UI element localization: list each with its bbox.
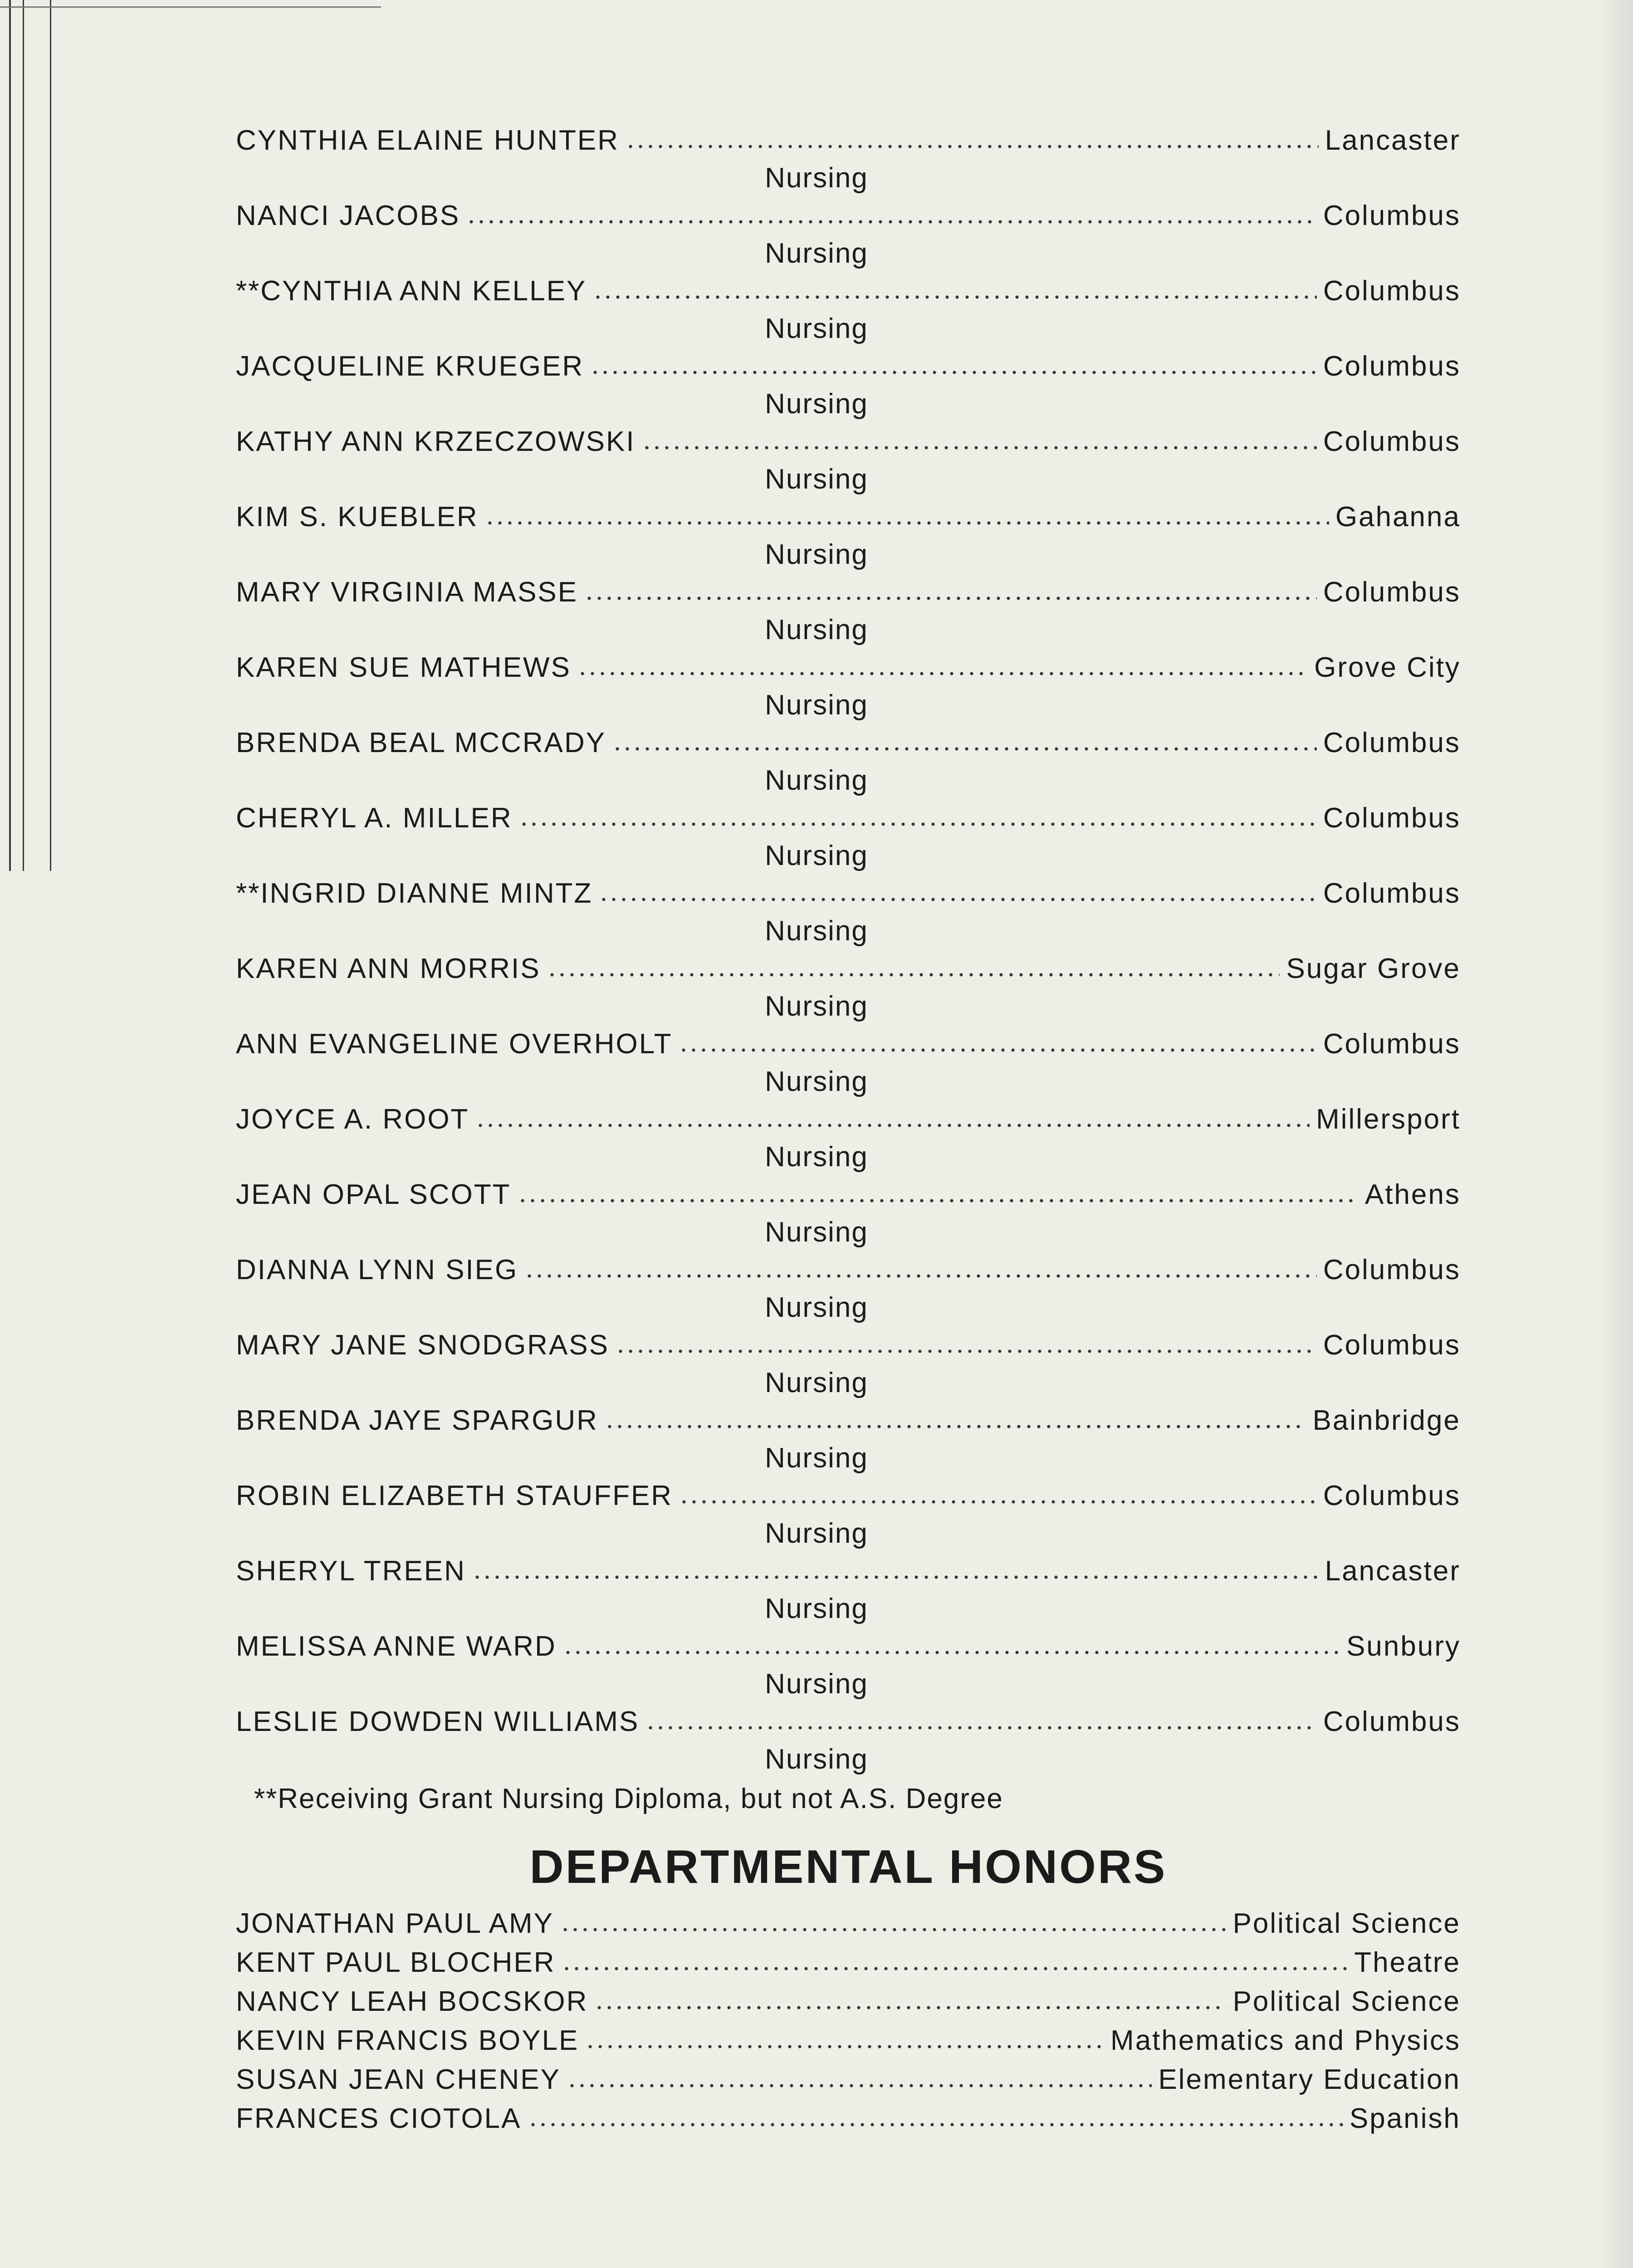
graduate-hometown: Lancaster bbox=[1325, 125, 1461, 156]
dot-leader bbox=[642, 423, 1317, 451]
graduate-program: Nursing bbox=[765, 238, 868, 269]
graduate-line bbox=[236, 875, 1461, 912]
dot-leader bbox=[577, 649, 1308, 677]
graduate-program: Nursing bbox=[765, 1217, 868, 1248]
graduate-hometown: Columbus bbox=[1323, 1480, 1461, 1511]
graduate-name: KAREN ANN MORRIS bbox=[236, 953, 541, 984]
graduate-line bbox=[236, 1477, 1461, 1514]
graduate-hometown: Athens bbox=[1364, 1179, 1461, 1210]
graduate-program: Nursing bbox=[765, 162, 868, 194]
graduate-name: ROBIN ELIZABETH STAUFFER bbox=[236, 1480, 673, 1511]
graduate-hometown: Columbus bbox=[1323, 878, 1461, 909]
graduate-hometown: Bainbridge bbox=[1312, 1405, 1461, 1436]
graduate-program: Nursing bbox=[765, 388, 868, 420]
page-edge-line bbox=[50, 0, 51, 871]
graduate-hometown: Sugar Grove bbox=[1286, 953, 1461, 984]
graduate-entry bbox=[236, 649, 1461, 724]
graduate-entry bbox=[236, 423, 1461, 498]
graduate-name: MARY JANE SNODGRASS bbox=[236, 1330, 610, 1361]
dot-leader bbox=[626, 122, 1319, 150]
graduate-name: NANCI JACOBS bbox=[236, 200, 460, 231]
graduate-hometown: Lancaster bbox=[1325, 1555, 1461, 1587]
footnote: **Receiving Grant Nursing Diploma, but not A.S. Degree bbox=[254, 1783, 1003, 1814]
dot-leader bbox=[524, 1251, 1317, 1279]
graduate-name: BRENDA BEAL MCCRADY bbox=[236, 727, 606, 758]
dot-leader bbox=[466, 197, 1317, 225]
graduate-line bbox=[236, 423, 1461, 460]
graduate-name: CHERYL A. MILLER bbox=[236, 802, 513, 834]
page-edge-line bbox=[23, 0, 24, 871]
graduate-hometown: Columbus bbox=[1323, 1706, 1461, 1737]
graduate-entry bbox=[236, 1552, 1461, 1628]
graduate-hometown: Grove City bbox=[1314, 652, 1461, 683]
honoree-name: KEVIN FRANCIS BOYLE bbox=[236, 2025, 579, 2056]
graduate-line bbox=[236, 1703, 1461, 1740]
graduate-name: LESLIE DOWDEN WILLIAMS bbox=[236, 1706, 640, 1737]
graduate-entry bbox=[236, 573, 1461, 649]
honors-entry bbox=[236, 1982, 1461, 2021]
graduate-name: CYNTHIA ELAINE HUNTER bbox=[236, 125, 620, 156]
graduate-program: Nursing bbox=[765, 614, 868, 645]
graduate-program: Nursing bbox=[765, 689, 868, 721]
graduate-entry bbox=[236, 1402, 1461, 1477]
graduate-hometown: Gahanna bbox=[1335, 501, 1461, 533]
dot-leader bbox=[616, 1326, 1317, 1354]
dot-leader bbox=[528, 2100, 1343, 2128]
graduate-entry bbox=[236, 1477, 1461, 1552]
graduate-hometown: Columbus bbox=[1323, 426, 1461, 457]
departmental-honors-list bbox=[236, 1904, 1461, 2138]
dot-leader bbox=[518, 1176, 1359, 1204]
graduate-entry bbox=[236, 875, 1461, 950]
graduate-hometown: Columbus bbox=[1323, 802, 1461, 834]
graduate-name: BRENDA JAYE SPARGUR bbox=[236, 1405, 598, 1436]
dot-leader bbox=[567, 2061, 1152, 2089]
dot-leader bbox=[472, 1552, 1319, 1580]
honors-field: Elementary Education bbox=[1158, 2064, 1461, 2095]
graduate-line bbox=[236, 799, 1461, 836]
graduate-line bbox=[236, 950, 1461, 987]
graduate-entry bbox=[236, 1025, 1461, 1100]
graduate-line bbox=[236, 573, 1461, 611]
dot-leader bbox=[519, 799, 1317, 827]
graduate-entry bbox=[236, 272, 1461, 347]
page-edge-line bbox=[9, 0, 11, 871]
honoree-name: KENT PAUL BLOCHER bbox=[236, 1947, 556, 1978]
graduate-program: Nursing bbox=[765, 1292, 868, 1323]
honors-field: Theatre bbox=[1354, 1947, 1461, 1978]
graduate-name: MARY VIRGINIA MASSE bbox=[236, 577, 578, 608]
dot-leader bbox=[590, 347, 1317, 376]
graduate-hometown: Columbus bbox=[1323, 275, 1461, 307]
graduate-program: Nursing bbox=[765, 1668, 868, 1700]
dot-leader bbox=[612, 724, 1317, 752]
dot-leader bbox=[584, 573, 1317, 601]
graduate-program: Nursing bbox=[765, 539, 868, 570]
page-top-edge bbox=[0, 6, 381, 8]
graduate-line bbox=[236, 1100, 1461, 1138]
honors-entry bbox=[236, 2099, 1461, 2138]
dot-leader bbox=[563, 1628, 1340, 1656]
graduate-name: DIANNA LYNN SIEG bbox=[236, 1254, 518, 1286]
graduate-entry bbox=[236, 1176, 1461, 1251]
departmental-honors-heading: DEPARTMENTAL HONORS bbox=[529, 1841, 1167, 1893]
graduate-program: Nursing bbox=[765, 1367, 868, 1398]
graduate-name: KATHY ANN KRZECZOWSKI bbox=[236, 426, 636, 457]
graduate-line bbox=[236, 197, 1461, 234]
honors-entry bbox=[236, 1943, 1461, 1982]
dot-leader bbox=[485, 498, 1329, 526]
graduate-name: ANN EVANGELINE OVERHOLT bbox=[236, 1028, 673, 1060]
honors-field: Mathematics and Physics bbox=[1110, 2025, 1461, 2056]
graduate-program: Nursing bbox=[765, 313, 868, 344]
graduate-line bbox=[236, 122, 1461, 159]
graduate-entry bbox=[236, 1703, 1461, 1778]
graduate-entry bbox=[236, 197, 1461, 272]
graduate-line bbox=[236, 1628, 1461, 1665]
graduate-name: JACQUELINE KRUEGER bbox=[236, 351, 584, 382]
graduate-line bbox=[236, 1326, 1461, 1364]
dot-leader bbox=[594, 1983, 1226, 2011]
graduate-entry bbox=[236, 498, 1461, 573]
graduate-hometown: Millersport bbox=[1316, 1104, 1461, 1135]
graduate-line bbox=[236, 1402, 1461, 1439]
graduate-line bbox=[236, 1176, 1461, 1213]
honoree-name: NANCY LEAH BOCSKOR bbox=[236, 1986, 588, 2017]
graduate-entry bbox=[236, 950, 1461, 1025]
honoree-name: JONATHAN PAUL AMY bbox=[236, 1908, 554, 1939]
dot-leader bbox=[547, 950, 1280, 978]
dot-leader bbox=[585, 2022, 1104, 2050]
graduate-name: MELISSA ANNE WARD bbox=[236, 1631, 557, 1662]
graduate-hometown: Sunbury bbox=[1346, 1631, 1461, 1662]
dot-leader bbox=[593, 272, 1317, 300]
graduate-name: **INGRID DIANNE MINTZ bbox=[236, 878, 593, 909]
graduate-name: KIM S. KUEBLER bbox=[236, 501, 479, 533]
dot-leader bbox=[475, 1100, 1310, 1129]
graduate-entry bbox=[236, 122, 1461, 197]
graduate-program: Nursing bbox=[765, 1518, 868, 1549]
honoree-name: SUSAN JEAN CHENEY bbox=[236, 2064, 561, 2095]
graduate-hometown: Columbus bbox=[1323, 351, 1461, 382]
graduate-line bbox=[236, 347, 1461, 385]
graduate-program: Nursing bbox=[765, 464, 868, 495]
graduate-line bbox=[236, 1251, 1461, 1288]
graduate-entry bbox=[236, 724, 1461, 799]
graduate-line bbox=[236, 1025, 1461, 1062]
graduate-hometown: Columbus bbox=[1323, 1330, 1461, 1361]
honors-field: Political Science bbox=[1232, 1986, 1461, 2017]
graduate-line bbox=[236, 1552, 1461, 1589]
nursing-graduate-list bbox=[236, 122, 1461, 1778]
graduate-hometown: Columbus bbox=[1323, 727, 1461, 758]
graduate-entry bbox=[236, 1251, 1461, 1326]
graduate-entry bbox=[236, 1100, 1461, 1176]
graduate-program: Nursing bbox=[765, 1141, 868, 1173]
graduate-program: Nursing bbox=[765, 765, 868, 796]
dot-leader bbox=[605, 1402, 1306, 1430]
graduate-program: Nursing bbox=[765, 1442, 868, 1474]
page-shadow bbox=[1597, 0, 1633, 2268]
honors-field: Political Science bbox=[1232, 1908, 1461, 1939]
dot-leader bbox=[560, 1905, 1227, 1933]
graduate-line bbox=[236, 649, 1461, 686]
dot-leader bbox=[562, 1944, 1348, 1972]
graduate-entry bbox=[236, 347, 1461, 423]
honors-entry bbox=[236, 2060, 1461, 2099]
graduate-hometown: Columbus bbox=[1323, 577, 1461, 608]
graduate-hometown: Columbus bbox=[1323, 200, 1461, 231]
graduate-program: Nursing bbox=[765, 991, 868, 1022]
dot-leader bbox=[645, 1703, 1316, 1731]
graduate-entry bbox=[236, 1326, 1461, 1402]
dot-leader bbox=[679, 1025, 1316, 1053]
honors-entry bbox=[236, 1904, 1461, 1943]
graduate-program: Nursing bbox=[765, 1066, 868, 1097]
honoree-name: FRANCES CIOTOLA bbox=[236, 2103, 522, 2134]
graduate-name: SHERYL TREEN bbox=[236, 1555, 466, 1587]
graduate-program: Nursing bbox=[765, 1744, 868, 1775]
graduate-hometown: Columbus bbox=[1323, 1028, 1461, 1060]
graduate-entry bbox=[236, 1628, 1461, 1703]
dot-leader bbox=[599, 875, 1317, 903]
graduate-name: JOYCE A. ROOT bbox=[236, 1104, 469, 1135]
graduate-hometown: Columbus bbox=[1323, 1254, 1461, 1286]
graduate-program: Nursing bbox=[765, 840, 868, 871]
graduate-entry bbox=[236, 799, 1461, 875]
graduate-name: JEAN OPAL SCOTT bbox=[236, 1179, 511, 1210]
graduate-name: **CYNTHIA ANN KELLEY bbox=[236, 275, 587, 307]
honors-field: Spanish bbox=[1349, 2103, 1461, 2134]
graduate-program: Nursing bbox=[765, 915, 868, 947]
dot-leader bbox=[679, 1477, 1317, 1505]
graduate-line bbox=[236, 498, 1461, 535]
graduate-line bbox=[236, 724, 1461, 761]
honors-entry bbox=[236, 2021, 1461, 2060]
graduate-line bbox=[236, 272, 1461, 309]
graduate-list-content bbox=[236, 122, 1461, 2138]
graduate-name: KAREN SUE MATHEWS bbox=[236, 652, 571, 683]
graduate-program: Nursing bbox=[765, 1593, 868, 1624]
